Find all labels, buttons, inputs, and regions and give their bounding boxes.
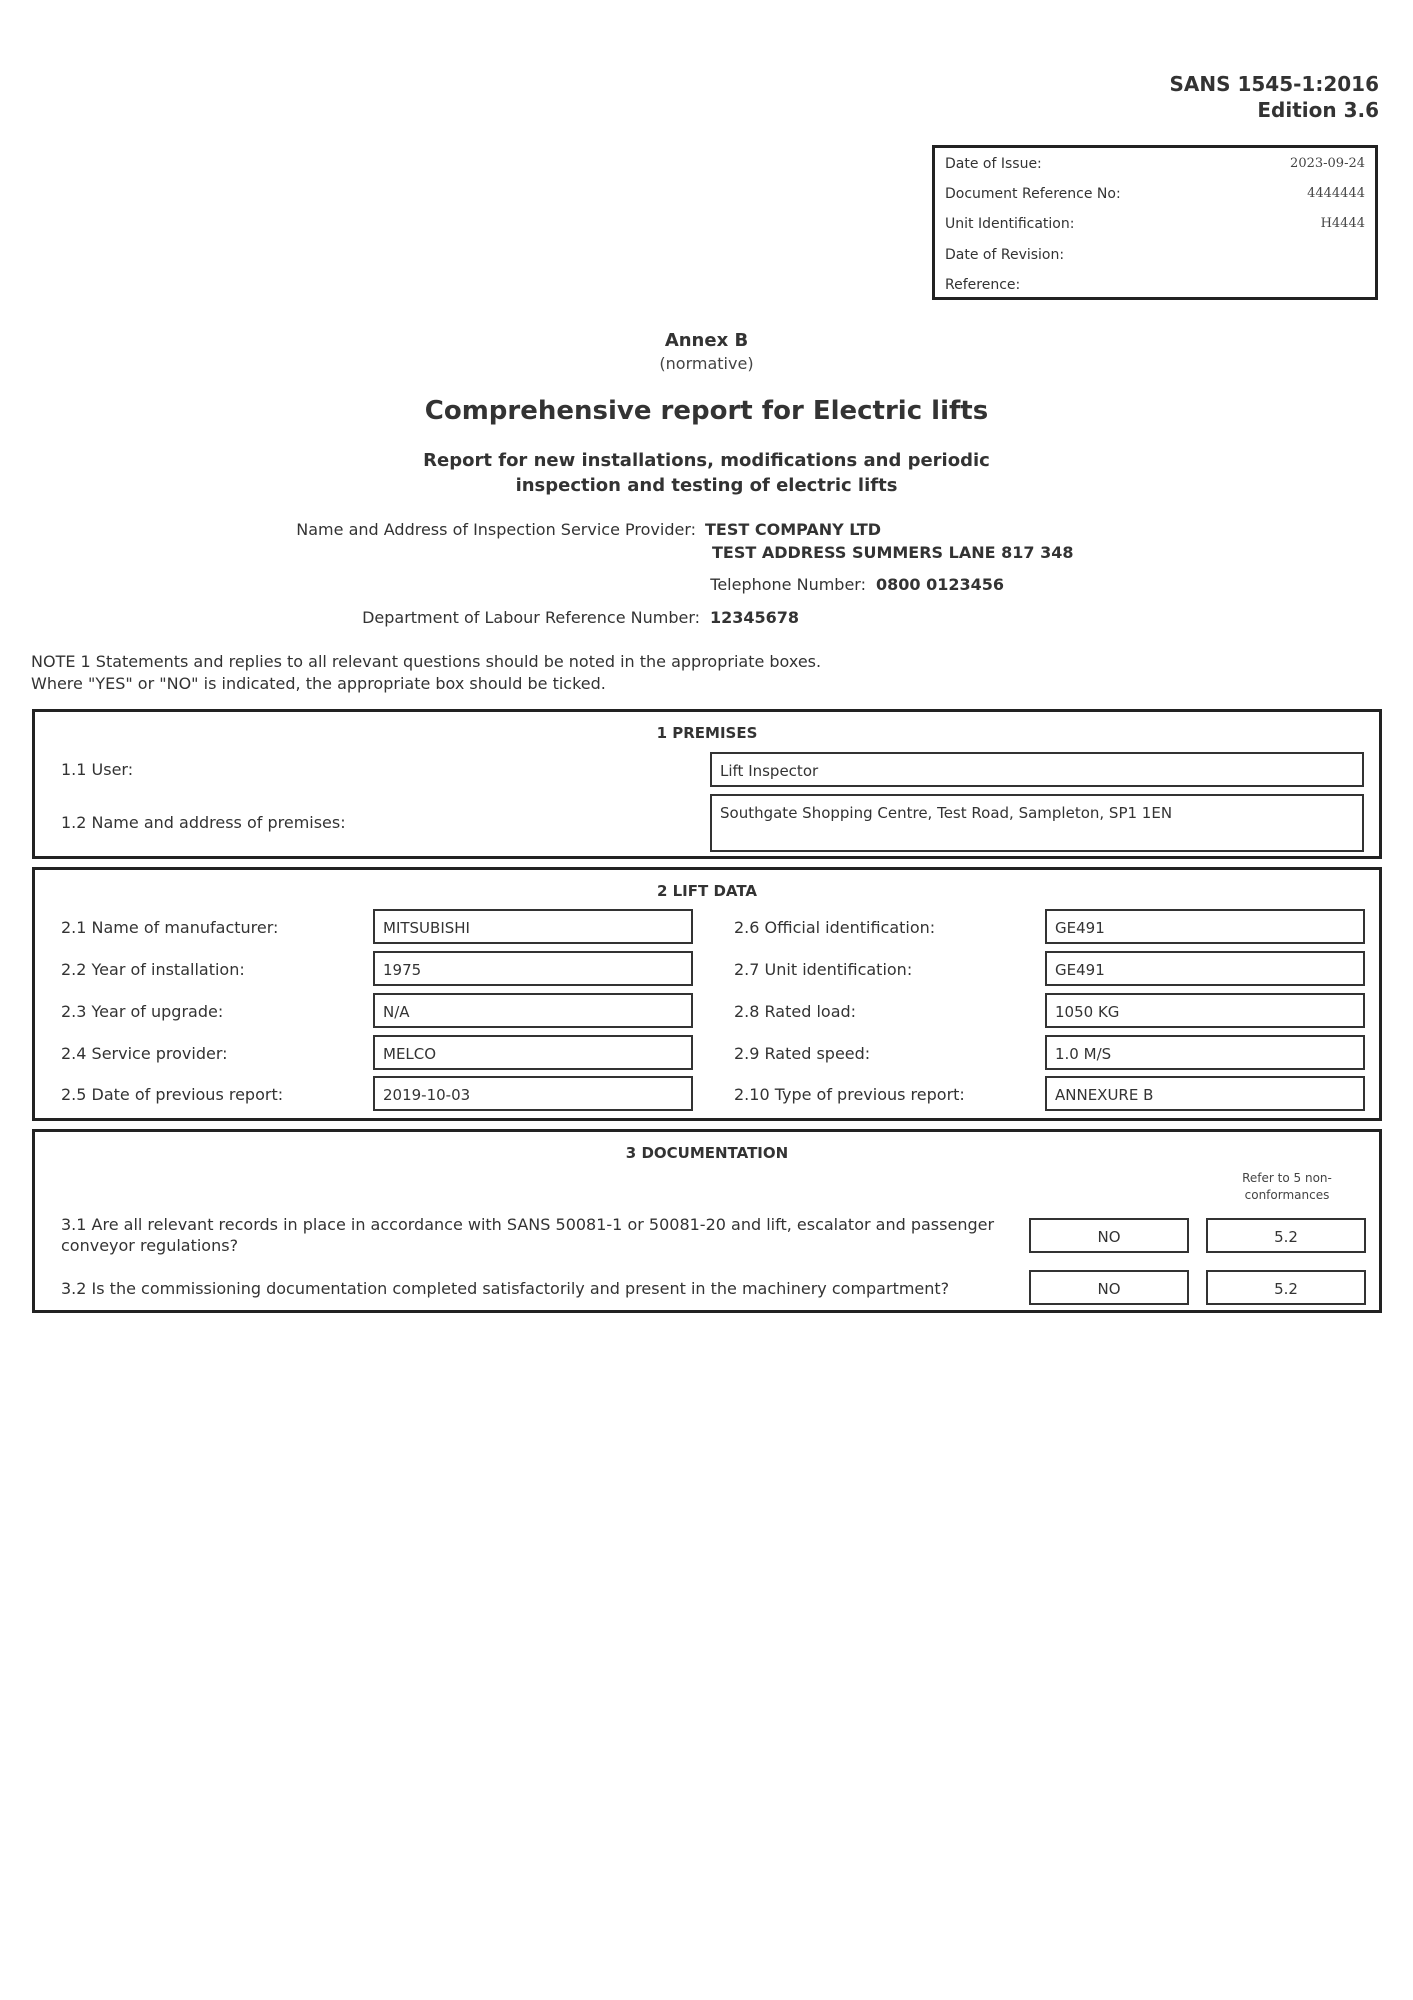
document-meta-box — [932, 145, 1378, 300]
note-text — [31, 651, 821, 695]
premises-section — [32, 709, 1382, 859]
doc-ref-label: Document Reference No: — [945, 186, 1121, 202]
note-line-1: NOTE 1 Statements and replies to all relevant questions should be noted in the appropriate boxes. — [31, 652, 822, 671]
subtitle-line-1: Report for new installations, modifications and periodic — [423, 450, 990, 471]
date-of-revision-label: Date of Revision: — [945, 247, 1065, 263]
unit-id-label: Unit Identification: — [945, 216, 1075, 232]
unit-id-label-lift: 2.7 Unit identification: — [734, 960, 913, 979]
documentation-section — [32, 1129, 1382, 1313]
provider-label: Name and Address of Inspection Service Provider: — [296, 520, 696, 539]
meta-row-date-of-revision — [945, 241, 1365, 271]
question-3-2-reference[interactable]: 5.2 — [1206, 1270, 1366, 1305]
telephone-value: 0800 0123456 — [876, 575, 1005, 594]
premises-address-label: 1.2 Name and address of premises: — [61, 813, 346, 832]
date-of-issue-label: Date of Issue: — [945, 156, 1042, 172]
refer-line-2: conformances — [1244, 1188, 1330, 1202]
meta-row-unit-id — [945, 210, 1365, 240]
annex-heading: Annex B — [664, 330, 749, 351]
refer-line-1: Refer to 5 non- — [1242, 1171, 1332, 1185]
previous-report-type-field[interactable]: ANNEXURE B — [1045, 1076, 1365, 1111]
dol-reference-label: Department of Labour Reference Number: — [362, 608, 700, 627]
question-3-1-line-1: 3.1 Are all relevant records in place in accordance with SANS 50081-1 or 50081-20 and lift, escalator and passenger — [61, 1215, 995, 1234]
user-field[interactable]: Lift Inspector — [710, 752, 1364, 787]
documentation-title: 3 DOCUMENTATION — [625, 1144, 789, 1162]
question-3-2: 3.2 Is the commissioning documentation completed satisfactorily and present in the machinery compartment? — [61, 1279, 950, 1298]
rated-speed-field[interactable]: 1.0 M/S — [1045, 1035, 1365, 1070]
previous-report-date-field[interactable]: 2019-10-03 — [373, 1076, 693, 1111]
annex-normative: (normative) — [659, 354, 754, 373]
lift-data-title: 2 LIFT DATA — [656, 882, 758, 900]
upgrade-year-label: 2.3 Year of upgrade: — [61, 1002, 224, 1021]
user-label: 1.1 User: — [61, 760, 134, 779]
rated-speed-label: 2.9 Rated speed: — [734, 1044, 871, 1063]
doc-ref-value: 4444444 — [1307, 186, 1365, 201]
installation-year-field[interactable]: 1975 — [373, 951, 693, 986]
meta-row-doc-ref — [945, 180, 1365, 210]
installation-year-label: 2.2 Year of installation: — [61, 960, 245, 979]
previous-report-date-label: 2.5 Date of previous report: — [61, 1085, 284, 1104]
question-3-1-reference[interactable]: 5.2 — [1206, 1218, 1366, 1253]
page-subtitle — [0, 448, 1413, 498]
page-title: Comprehensive report for Electric lifts — [424, 396, 989, 426]
date-of-issue-value: 2023-09-24 — [1290, 156, 1365, 171]
subtitle-line-2: inspection and testing of electric lifts — [515, 475, 898, 496]
premises-address-field[interactable]: Southgate Shopping Centre, Test Road, Sampleton, SP1 1EN — [710, 794, 1364, 852]
dol-reference-value: 12345678 — [710, 608, 800, 627]
question-3-1-answer[interactable]: NO — [1029, 1218, 1189, 1253]
service-provider-field[interactable]: MELCO — [373, 1035, 693, 1070]
provider-name: TEST COMPANY LTD — [705, 520, 882, 539]
manufacturer-field[interactable]: MITSUBISHI — [373, 909, 693, 944]
refer-nonconformances-header — [1207, 1170, 1367, 1204]
reference-label: Reference: — [945, 277, 1021, 293]
rated-load-label: 2.8 Rated load: — [734, 1002, 857, 1021]
unit-id-value: H4444 — [1320, 216, 1365, 231]
question-3-1-line-2: conveyor regulations? — [61, 1236, 239, 1255]
question-3-1 — [61, 1214, 1001, 1256]
note-line-2: Where "YES" or "NO" is indicated, the appropriate box should be ticked. — [31, 674, 606, 693]
official-id-label: 2.6 Official identification: — [734, 918, 936, 937]
unit-id-field[interactable]: GE491 — [1045, 951, 1365, 986]
premises-title: 1 PREMISES — [656, 724, 758, 742]
meta-row-date-of-issue — [945, 150, 1365, 180]
provider-address: TEST ADDRESS SUMMERS LANE 817 348 — [712, 543, 1074, 562]
meta-row-reference — [945, 271, 1365, 301]
standard-number: SANS 1545-1:2016 — [1169, 72, 1379, 96]
rated-load-field[interactable]: 1050 KG — [1045, 993, 1365, 1028]
service-provider-label: 2.4 Service provider: — [61, 1044, 228, 1063]
edition: Edition 3.6 — [1257, 98, 1379, 122]
lift-data-section — [32, 867, 1382, 1121]
manufacturer-label: 2.1 Name of manufacturer: — [61, 918, 279, 937]
upgrade-year-field[interactable]: N/A — [373, 993, 693, 1028]
official-id-field[interactable]: GE491 — [1045, 909, 1365, 944]
telephone-label: Telephone Number: — [710, 575, 866, 594]
previous-report-type-label: 2.10 Type of previous report: — [734, 1085, 965, 1104]
question-3-2-answer[interactable]: NO — [1029, 1270, 1189, 1305]
